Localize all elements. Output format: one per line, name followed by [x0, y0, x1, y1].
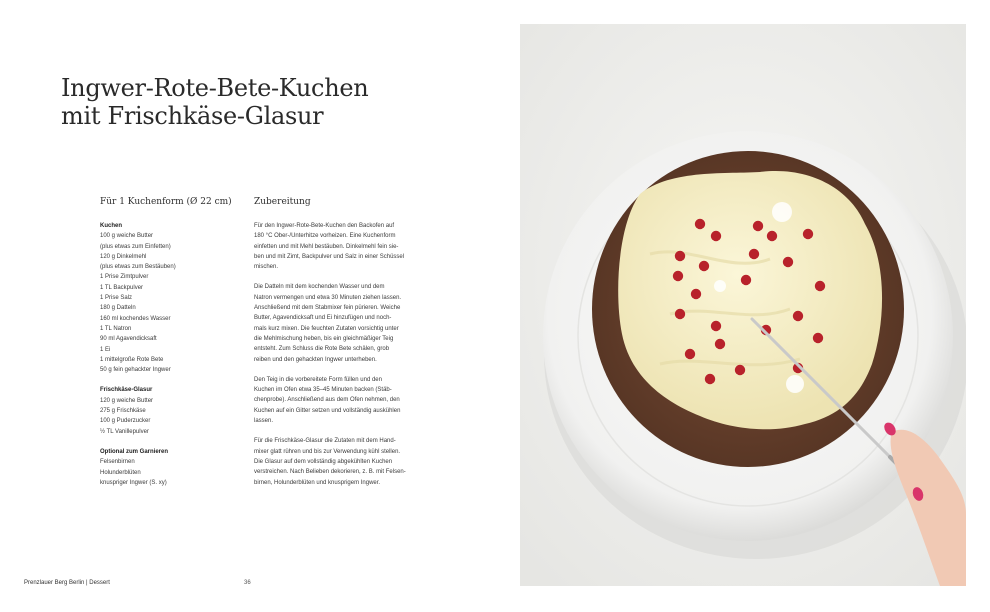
ingredient-item: 1 mittelgroße Rote Bete [100, 356, 164, 363]
cake-photo-illustration [520, 24, 966, 586]
preparation-line: reiben und den gehackten Ingwer unterheben. [254, 356, 377, 363]
preparation-line: die Mehlmischung heben, bis ein gleichmäßiger Teig [254, 335, 394, 342]
berry [813, 333, 823, 343]
recipe-title-line-2: mit Frischkäse-Glasur [61, 102, 324, 130]
ingredient-item: 1 TL Natron [100, 325, 132, 332]
ingredient-item: ½ TL Vanillepulver [100, 428, 149, 435]
preparation-line: lassen. [254, 418, 274, 425]
ingredient-section-title: Kuchen [100, 223, 123, 229]
preparation-line: Butter, Agavendicksaft und Ei hinzufügen und noch- [254, 315, 392, 322]
preparation-heading: Zubereitung [254, 197, 311, 207]
preparation-line: Die Datteln mit dem kochenden Wasser und dem [254, 284, 385, 291]
cake-photo [520, 24, 966, 586]
berry [735, 365, 745, 375]
preparation-line: Für den Ingwer-Rote-Bete-Kuchen den Backofen auf [254, 223, 395, 229]
ingredient-section [100, 385, 245, 436]
ingredient-item: Holunderblüten [100, 469, 141, 476]
preparation-paragraph [254, 436, 436, 487]
ingredient-section [100, 221, 245, 375]
ingredient-item: 160 ml kochendes Wasser [100, 315, 171, 322]
berry [705, 374, 715, 384]
berry [783, 257, 793, 267]
berry [753, 221, 763, 231]
berry [815, 281, 825, 291]
frosting [618, 171, 882, 429]
berry [695, 219, 705, 229]
preparation-line: einfetten und mit Mehl bestäuben. Dinkelmehl fein sie- [254, 243, 399, 250]
recipe-title [61, 74, 391, 130]
ingredient-item: 100 g weiche Butter [100, 233, 154, 240]
preparation-line: Anschließend mit dem Stabmixer fein pürieren. Weiche [254, 305, 401, 312]
ingredient-section [100, 447, 245, 488]
preparation-line: mixer glatt rühren und bis zur Verwendung kühl stellen. [254, 448, 401, 455]
ingredient-section-title: Optional zum Garnieren [100, 448, 169, 455]
berry [803, 229, 813, 239]
preparation-line: mals kurz mixen. Die feuchten Zutaten vorsichtig unter [254, 325, 399, 332]
berry [675, 251, 685, 261]
berry [711, 321, 721, 331]
preparation-line: mischen. [254, 264, 279, 271]
footer-running-title: Prenzlauer Berg Berlin | Dessert [24, 580, 110, 586]
ingredient-item: knuspriger Ingwer (S. xy) [100, 479, 167, 486]
ingredient-sections [100, 221, 245, 488]
ingredient-item: 1 TL Backpulver [100, 284, 144, 291]
ingredient-item: 100 g Puderzucker [100, 418, 151, 425]
preparation-steps [254, 221, 436, 488]
berry [711, 231, 721, 241]
page-number: 36 [244, 580, 251, 586]
preparation-line: birnen, Holunderblüten und knusprigem Ingwer. [254, 479, 381, 486]
preparation-line: Für die Frischkäse-Glasur die Zutaten mit dem Hand- [254, 438, 396, 445]
preparation-line: Kuchen im Ofen etwa 35–45 Minuten backen (Stäb- [254, 387, 392, 394]
preparation-line: entsteht. Zum Schluss die Rote Bete schälen, grob [254, 346, 390, 353]
ingredient-item: 1 Prise Zimtpulver [100, 274, 149, 281]
preparation-line: verstreichen. Nach Belieben dekorieren, z. B. mit Felsen- [254, 469, 406, 476]
berry [673, 271, 683, 281]
ingredient-item: 120 g Dinkelmehl [100, 253, 147, 260]
berry [675, 309, 685, 319]
berry [699, 261, 709, 271]
preparation-paragraph [254, 375, 436, 426]
preparation-line: ben und mit Zimt, Backpulver und Salz in einer Schüssel [254, 253, 405, 260]
ingredients-column [100, 196, 245, 498]
preparation-paragraph [254, 221, 436, 272]
preparation-column [254, 196, 436, 498]
preparation-line: Natron vermengen und etwa 30 Minuten ziehen lassen. [254, 294, 402, 301]
preparation-paragraph [254, 282, 436, 364]
berry [749, 249, 759, 259]
ingredients-heading: Für 1 Kuchenform (Ø 22 cm) [100, 197, 232, 207]
ingredient-item: 1 Ei [100, 346, 111, 353]
preparation-line: Die Glasur auf dem vollständig abgekühlten Kuchen [254, 458, 393, 465]
ingredient-item: Felsenbirnen [100, 459, 135, 466]
preparation-line: Den Teig in die vorbereitete Form füllen und den [254, 376, 382, 383]
ingredient-item: 180 g Datteln [100, 305, 136, 312]
ingredient-item: 275 g Frischkäse [100, 408, 146, 415]
berry [741, 275, 751, 285]
berry [715, 339, 725, 349]
recipe-title-line-1: Ingwer-Rote-Bete-Kuchen [61, 74, 369, 102]
preparation-line: 180 °C Ober-/Unterhitze vorheizen. Eine Kuchenform [254, 233, 396, 240]
ingredient-item: 1 Prise Salz [100, 295, 133, 302]
ingredient-item: 120 g weiche Butter [100, 397, 154, 404]
berry [793, 311, 803, 321]
ingredient-item: (plus etwas zum Einfetten) [100, 243, 171, 250]
preparation-line: Kuchen auf ein Gitter setzen und vollständig auskühlen [254, 407, 401, 414]
ingredient-section-title: Frischkäse-Glasur [100, 387, 153, 394]
berry [685, 349, 695, 359]
ingredient-item: 90 ml Agavendicksaft [100, 336, 157, 343]
ingredient-item: 50 g fein gehackter Ingwer [100, 367, 171, 374]
berry [767, 231, 777, 241]
ingredient-item: (plus etwas zum Bestäuben) [100, 264, 176, 271]
berry [691, 289, 701, 299]
preparation-line: chenprobe). Anschließend aus dem Ofen nehmen, den [254, 397, 400, 404]
